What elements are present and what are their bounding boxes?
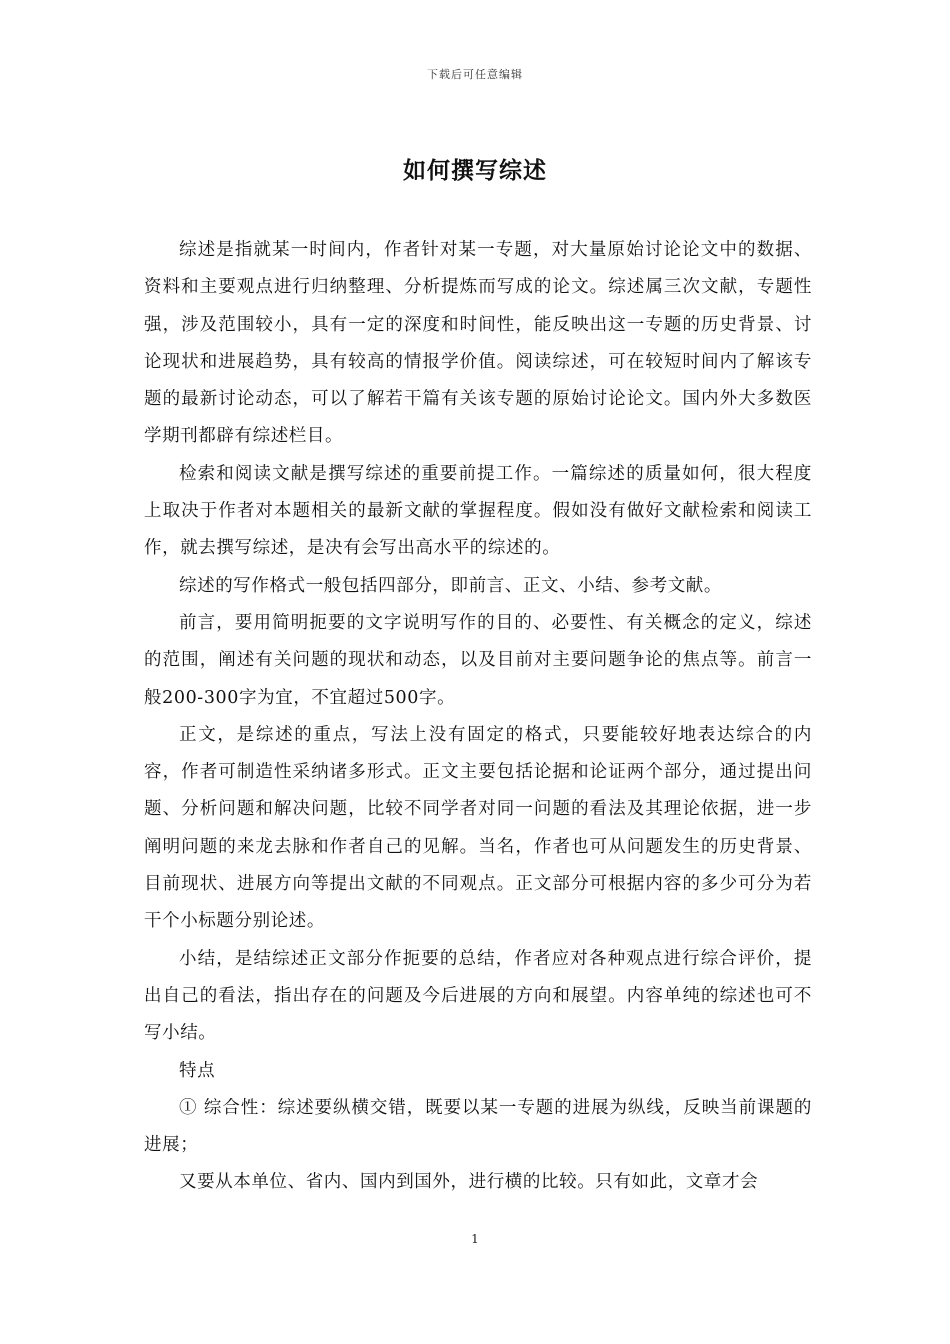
paragraph-features-heading: 特点 — [179, 1060, 216, 1081]
paragraph-feature-1: ① 综合性：综述要纵横交错，既要以某一专题的进展为纵线，反映当前课题的进展； — [144, 1097, 812, 1156]
header-note: 下载后可任意编辑 — [427, 68, 523, 81]
page-title: 如何撰写综述 — [403, 157, 547, 184]
paragraph-intro: 综述是指就某一时间内，作者针对某一专题，对大量原始讨论论文中的数据、资料和主要观点进行归纳整理、分析提炼而写成的论文。综述属三次文献，专题性强，涉及范围较小，具有一定的深度和时间性，能反映出这一专题的历史背景、讨论现状和进展趋势，具有较高的情报学价值。阅读综述，可在较短时间内了解该专题的最新讨论动态，可以了解若干篇有关该专题的原始讨论论文。国内外大多数医学期刊都辟有综述栏目。 — [144, 240, 812, 447]
body-text — [144, 232, 812, 1202]
paragraph-format: 综述的写作格式一般包括四部分，即前言、正文、小结、参考文献。 — [179, 575, 722, 596]
paragraph-preface: 前言，要用简明扼要的文字说明写作的目的、必要性、有关概念的定义，综述的范围，阐述有关问题的现状和动态，以及目前对主要问题争论的焦点等。前言一般200-300字为宜，不宜超过500字。 — [144, 612, 812, 708]
page-number: 1 — [471, 1232, 479, 1246]
paragraph-main-text: 正文，是综述的重点，写法上没有固定的格式，只要能较好地表达综合的内容，作者可制造性采纳诸多形式。正文主要包括论据和论证两个部分，通过提出问题、分析问题和解决问题，比较不同学者对同一问题的看法及其理论依据，进一步阐明问题的来龙去脉和作者自己的见解。当名，作者也可从问题发生的历史背景、目前现状、进展方向等提出文献的不同观点。正文部分可根据内容的多少可分为若干个小标题分别论述。 — [144, 724, 812, 932]
paragraph-summary: 小结，是结综述正文部分作扼要的总结，作者应对各种观点进行综合评价，提出自己的看法，指出存在的问题及今后进展的方向和展望。内容单纯的综述也可不写小结。 — [144, 948, 812, 1044]
paragraph-literature: 检索和阅读文献是撰写综述的重要前提工作。一篇综述的质量如何，很大程度上取决于作者对本题相关的最新文献的掌握程度。假如没有做好文献检索和阅读工作，就去撰写综述，是决有会写出高水平的综述的。 — [144, 463, 812, 559]
paragraph-feature-1-continued: 又要从本单位、省内、国内到国外，进行横的比较。只有如此，文章才会 — [179, 1172, 759, 1193]
